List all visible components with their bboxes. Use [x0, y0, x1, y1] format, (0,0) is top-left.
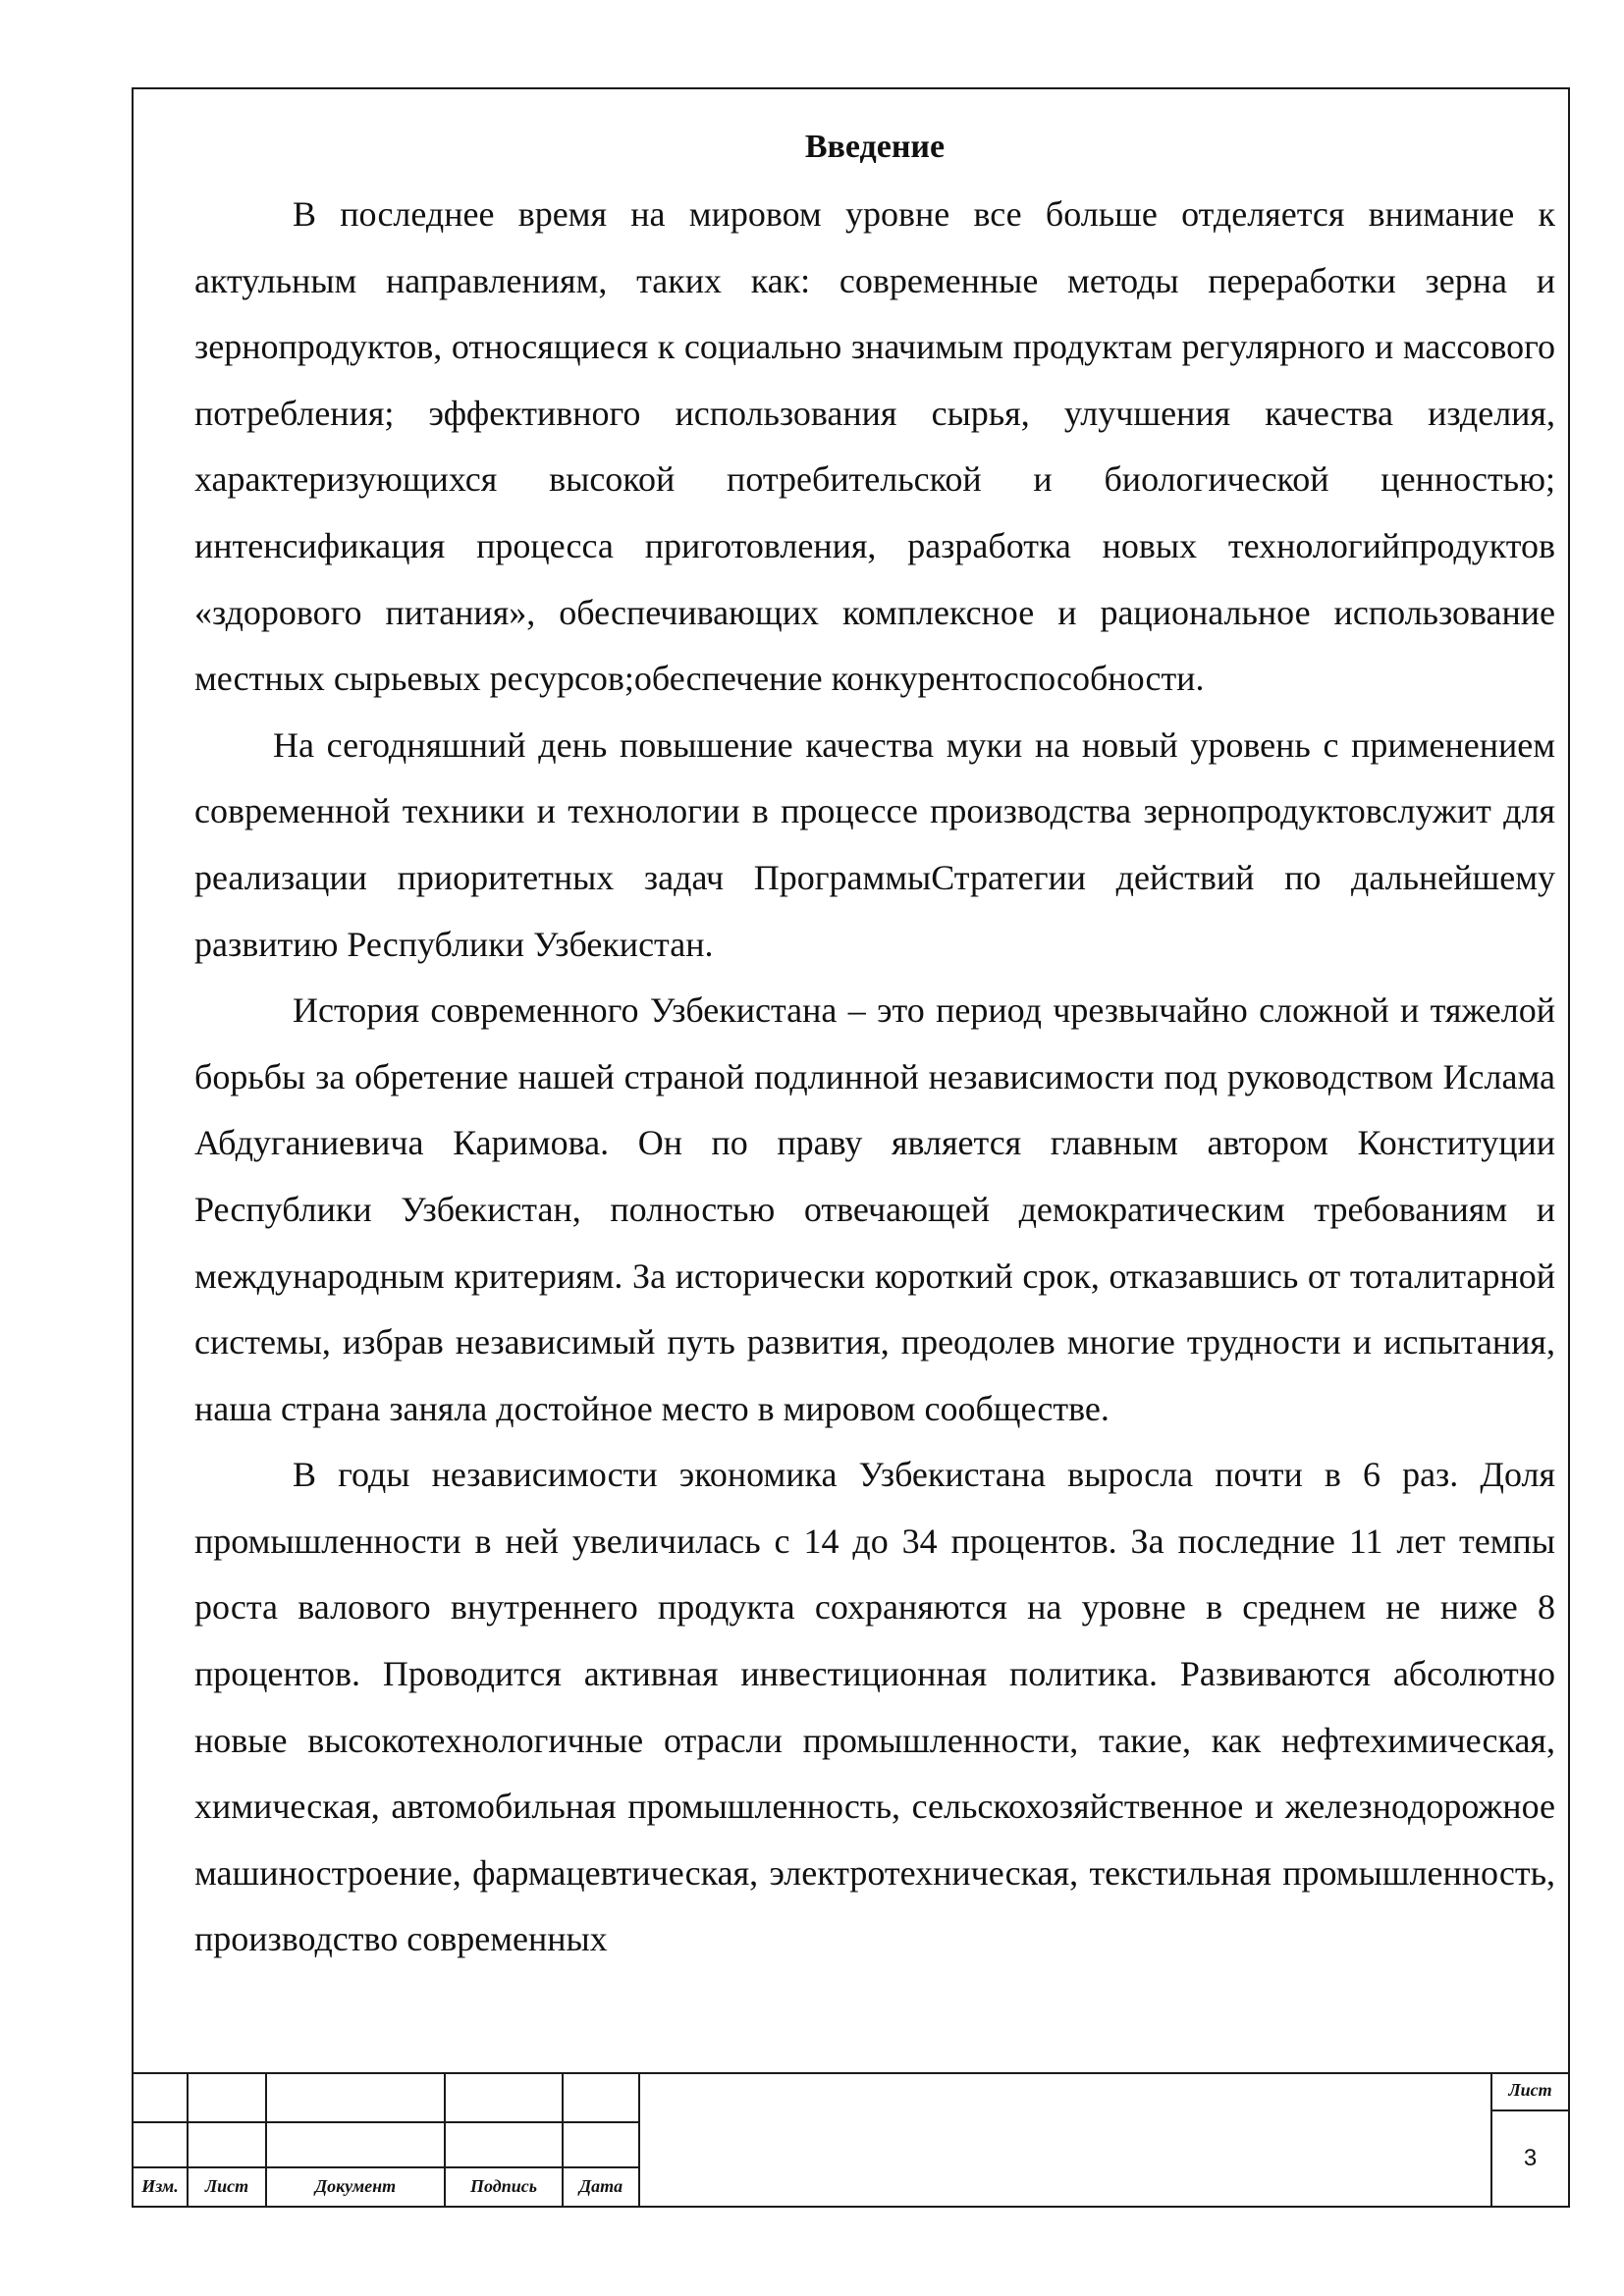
stamp-label-data: Дата [578, 2176, 623, 2196]
stamp-cell [562, 2121, 640, 2168]
section-title: Введение [804, 129, 946, 165]
stamp-label-list: Лист [204, 2176, 249, 2196]
stamp-cell [265, 2121, 446, 2168]
stamp-label-document: Документ [314, 2176, 397, 2196]
sheet-label: Лист [1508, 2080, 1552, 2100]
stamp-cell [132, 2121, 189, 2168]
stamp-cell [444, 2121, 564, 2168]
stamp-cell [265, 2072, 446, 2123]
stamp-label-izm: Изм. [141, 2176, 179, 2196]
paragraph-2: На сегодняшний день повышение качества муки на новый уровень с применением современной техники и технологии в процессе производства зернопродуктовслужит для реализации приоритетных задач ПрограммыСтратегии действий по дальнейшему развитию Республики Узбекистан. [194, 724, 1555, 964]
paragraph-4: В годы независимости экономика Узбекистана выросла почти в 6 раз. Доля промышленности в ней увеличилась с 14 до 34 процентов. За последние 11 лет темпы роста валового внутреннего продукта сохраняются на уровне в среднем не ниже 8 процентов. Проводится активная инвестиционная политика. Развиваются абсолютно новые высокотехнологичные отрасли промышленности, такие, как нефтехимическая, химическая, автомобильная промышленность, сельскохозяйственное и железнодорожное машиностроение, фармацевтическая, электротехническая, текстильная промышленность, производство современных [194, 1455, 1555, 1959]
stamp-cell [132, 2072, 189, 2123]
stamp-cell [187, 2072, 267, 2123]
stamp-main-area [638, 2072, 1570, 2208]
paragraph-1: В последнее время на мировом уровне все больше отделяется внимание к актульным направлениям, таких как: современные методы переработки зерна и зернопродуктов, относящиеся к социально значимым продуктам регулярного и массового потребления; эффективного использования сырья, улучшения качества изделия, характеризующихся высокой потребительской и биологической ценностью; интенсификация процесса приготовления, разработка новых технологийпродуктов «здорового питания», обеспечивающих комплексное и рациональное использование местных сырьевых ресурсов;обеспечение конкурентоспособности. [194, 194, 1555, 699]
stamp-label-podpis: Подпись [470, 2176, 537, 2196]
paragraph-3: История современного Узбекистана – это период чрезвычайно сложной и тяжелой борьбы за обретение нашей страной подлинной независимости под руководством Ислама Абдуганиевича Каримова. Он по праву является главным автором Конституции Республики Узбекистан, полностью отвечающей демократическим требованиям и международным критериям. За исторически короткий срок, отказавшись от тоталитарной системы, избрав независимый путь развития, преодолев многие трудности и испытания, наша страна заняла достойное место в мировом сообществе. [194, 990, 1555, 1428]
title-block-stamp [132, 2072, 1570, 2208]
document-body [194, 118, 1555, 2081]
stamp-cell [444, 2072, 564, 2123]
stamp-cell [562, 2072, 640, 2123]
stamp-cell [187, 2121, 267, 2168]
sheet-number: 3 [1523, 2145, 1538, 2171]
